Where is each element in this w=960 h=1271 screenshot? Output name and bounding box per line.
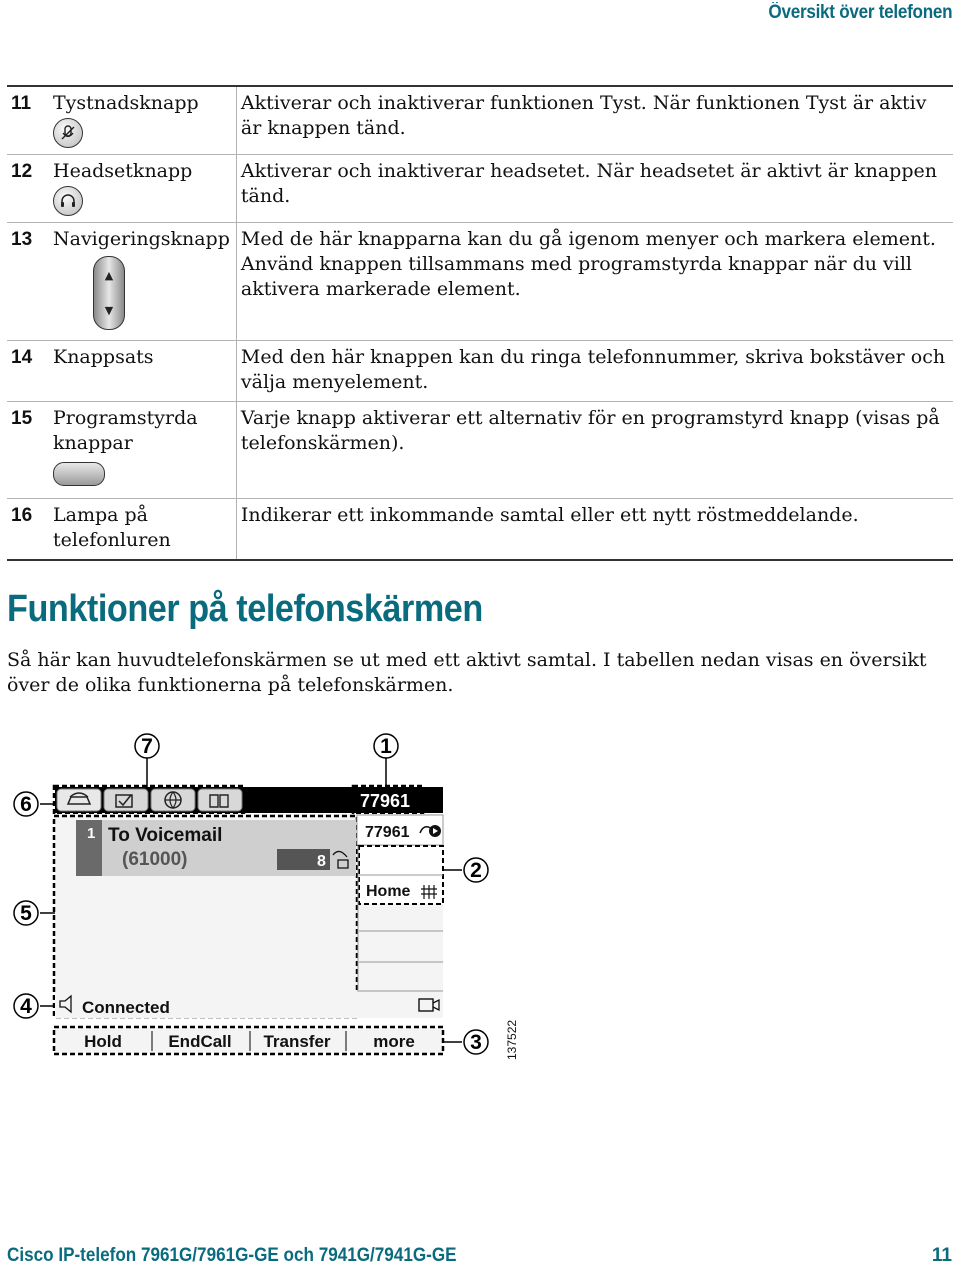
page-number: 11 — [931, 1245, 952, 1266]
softkey-transfer[interactable]: Transfer — [263, 1032, 331, 1051]
section-intro: Så här kan huvudtelefonskärmen se ut med ett aktivt samtal. I tabellen nedan visas en översikt över de olika funktionerna på telefonskärmen. — [7, 649, 927, 696]
svg-text:7: 7 — [141, 735, 153, 758]
softkey-more[interactable]: more — [373, 1032, 415, 1051]
row-description: Aktiverar och inaktiverar headsetet. När headsetet är aktivt är knappen tänd. — [240, 160, 937, 207]
grid-icon — [421, 885, 437, 899]
softkey-endcall[interactable]: EndCall — [168, 1032, 232, 1051]
row-name-cell — [49, 155, 236, 223]
row-number: 12 — [11, 161, 33, 182]
navigation-key-icon: ▲ ▼ — [93, 256, 125, 330]
section-title: Funktioner på telefonskärmen — [7, 588, 483, 630]
running-header: Översikt över telefonen — [768, 2, 952, 23]
softkey-icon — [53, 462, 105, 486]
table-row — [7, 155, 953, 223]
svg-text:2: 2 — [470, 859, 482, 882]
row-number: 15 — [11, 408, 33, 429]
callout-1 — [374, 734, 398, 758]
callout-6 — [14, 792, 38, 816]
table-row — [7, 341, 953, 402]
figure-id: 137522 — [505, 1019, 519, 1060]
table-row — [7, 499, 953, 561]
button-description-table — [7, 85, 953, 561]
row-name: Knappsats — [49, 341, 236, 402]
call-status: Connected — [82, 998, 170, 1017]
mute-icon — [53, 118, 83, 148]
callout-2 — [464, 858, 488, 882]
call-timer: 8 — [317, 853, 326, 870]
line-key-2-label: Home — [366, 883, 411, 900]
headset-icon — [53, 186, 83, 216]
row-name-cell — [49, 223, 236, 341]
line-key-1-label: 77961 — [365, 824, 410, 841]
table-row — [7, 402, 953, 499]
row-description: Med den här knappen kan du ringa telefonnummer, skriva bokstäver och välja menyelement. — [240, 346, 946, 393]
call-index: 1 — [87, 825, 96, 842]
row-number: 11 — [11, 93, 32, 114]
call-number: (61000) — [122, 849, 188, 870]
row-name-cell — [49, 402, 236, 499]
row-description: Varje knapp aktiverar ett alternativ för en programstyrd knapp (visas på telefonskärmen). — [240, 407, 940, 454]
callout-5 — [14, 901, 38, 925]
row-number: 16 — [11, 505, 33, 526]
table-row — [7, 223, 953, 341]
row-name: Navigeringsknapp — [53, 228, 230, 250]
phone-screen-figure — [0, 725, 540, 1070]
svg-text:6: 6 — [20, 793, 32, 816]
row-description: Med de här knapparna kan du gå igenom menyer och markera element. Använd knappen tillsammans med programstyrda knappar när du vill aktivera markerade element. — [240, 228, 936, 300]
svg-text:3: 3 — [470, 1031, 482, 1054]
svg-text:1: 1 — [380, 735, 392, 758]
row-name: Tystnadsknapp — [53, 92, 199, 114]
extension-header: 77961 — [360, 791, 411, 811]
callout-7 — [135, 734, 159, 758]
row-description: Indikerar ett inkommande samtal eller ett nytt röstmeddelande. — [240, 504, 859, 526]
callout-4 — [14, 994, 38, 1018]
svg-text:4: 4 — [20, 995, 32, 1018]
row-name: Programstyrda knappar — [53, 407, 198, 454]
row-number: 14 — [11, 347, 33, 368]
footer-title: Cisco IP-telefon 7961G/7961G-GE och 7941G/7941G-GE — [7, 1245, 457, 1266]
svg-text:5: 5 — [20, 902, 32, 925]
row-description: Aktiverar och inaktiverar funktionen Tyst. När funktionen Tyst är aktiv är knappen tänd. — [240, 92, 927, 139]
row-name-cell — [49, 86, 236, 155]
row-number: 13 — [11, 229, 33, 250]
callout-3 — [464, 1030, 488, 1054]
call-title: To Voicemail — [108, 825, 223, 846]
softkey-hold[interactable]: Hold — [84, 1032, 122, 1051]
row-name: Lampa på telefonluren — [49, 499, 236, 561]
table-row — [7, 86, 953, 155]
row-name: Headsetknapp — [53, 160, 193, 182]
